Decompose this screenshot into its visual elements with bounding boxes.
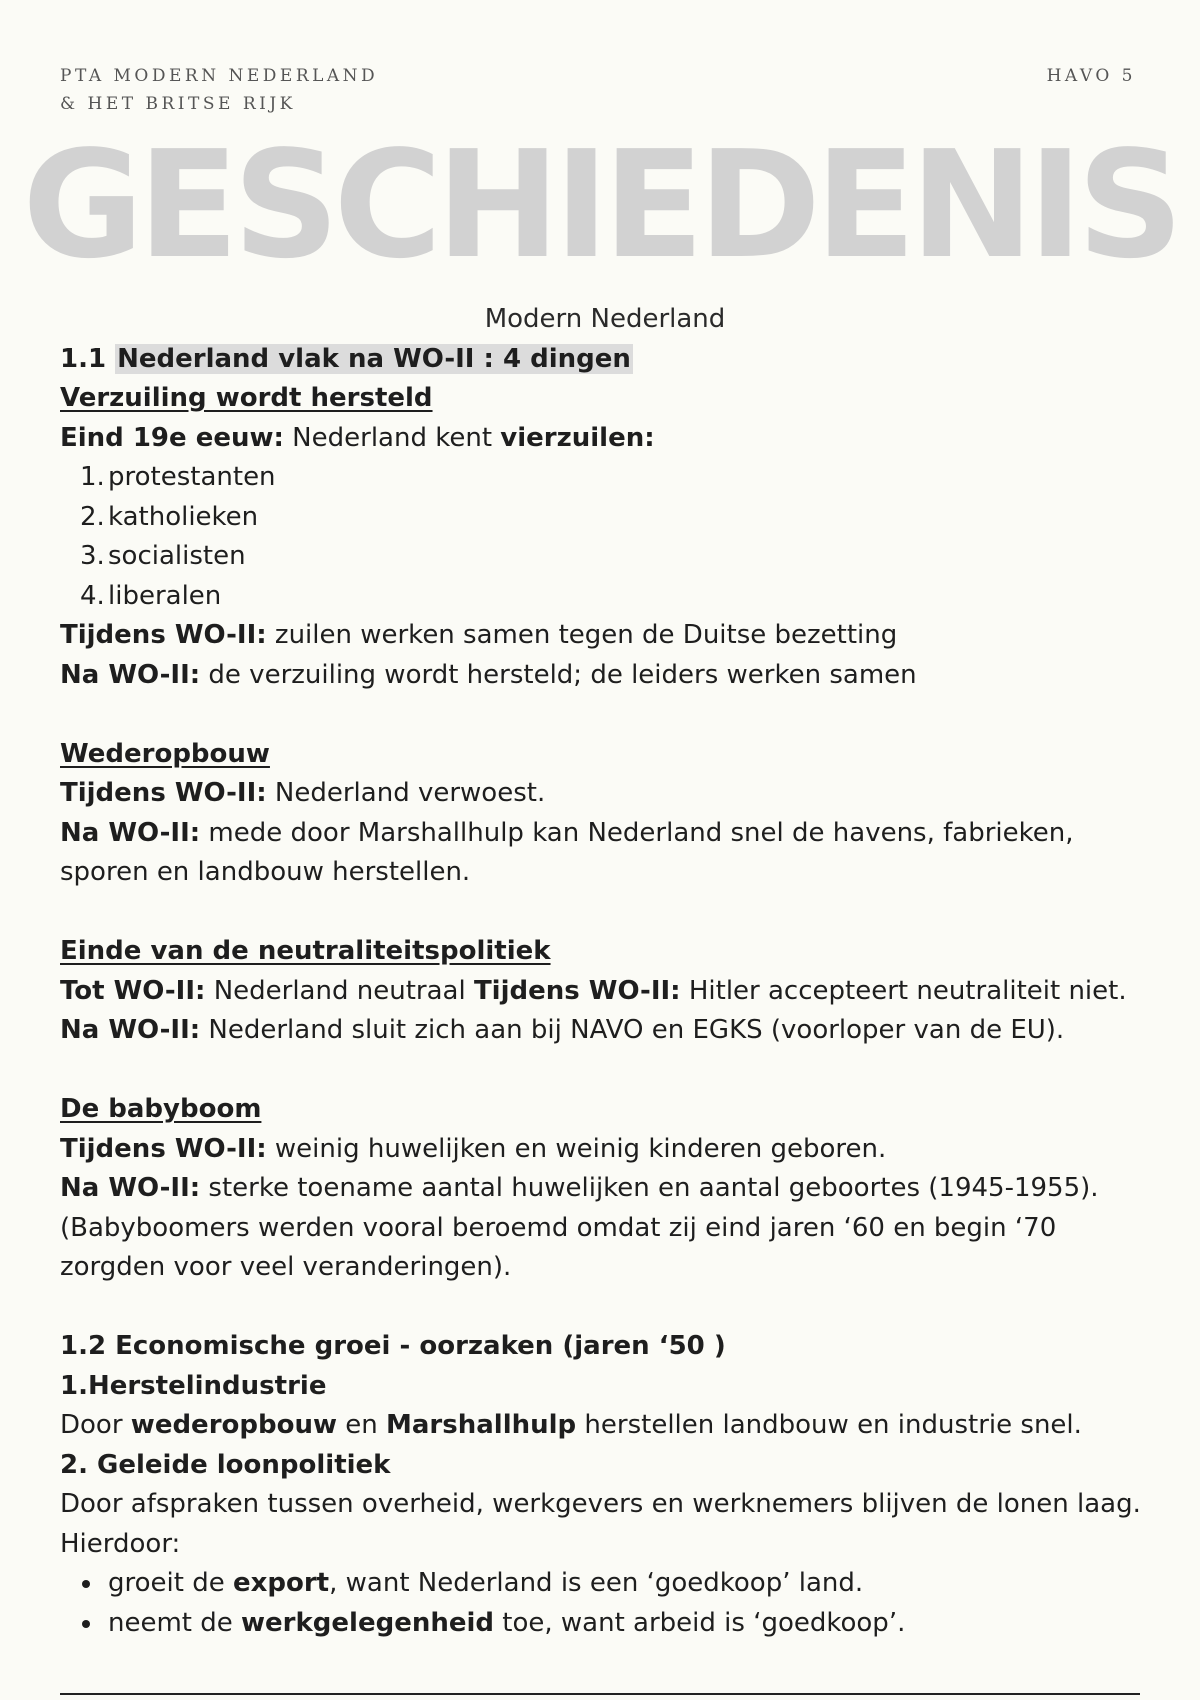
section-title-highlight: Nederland vlak na WO-II : 4 dingen	[117, 343, 631, 374]
verzuiling-heading-text: Verzuiling wordt hersteld	[60, 383, 433, 413]
babyboom-heading-text: De babyboom	[60, 1094, 262, 1124]
text: zuilen werken samen tegen de Duitse bezetting	[266, 620, 898, 650]
label: Tijdens WO-II:	[60, 620, 267, 650]
label: Na WO-II:	[60, 1173, 201, 1203]
label: Tijdens WO-II:	[60, 778, 267, 808]
label: Eind 19e eeuw:	[60, 422, 284, 453]
wederopbouw-tijdens-line	[60, 774, 1150, 814]
text: Nederland kent	[283, 422, 501, 453]
text: Nederland neutraal	[205, 975, 474, 1006]
list-item-text: katholieken	[108, 501, 259, 532]
bold-text: export	[232, 1568, 330, 1598]
wederopbouw-heading	[60, 735, 1150, 775]
zuilen-list	[60, 458, 1150, 616]
list-item-text: socialisten	[108, 541, 246, 571]
text: Hitler accepteert neutraliteit niet.	[680, 975, 1127, 1006]
wederopbouw-na-line	[60, 814, 1150, 854]
neutraliteit-heading-text: Einde van de neutraliteitspolitiek	[60, 936, 551, 966]
text: de verzuiling wordt hersteld; de leiders werken samen	[200, 659, 917, 690]
list-item: 3. socialisten	[80, 541, 246, 571]
wederopbouw-na-line-2: sporen en landbouw herstellen.	[60, 857, 471, 887]
babyboom-note-2: zorgden voor veel veranderingen).	[60, 1252, 512, 1282]
text: toe, want arbeid is ‘goedkoop’.	[494, 1607, 906, 1638]
label: Tijdens WO-II:	[60, 1133, 267, 1164]
list-item: 1. protestanten	[80, 462, 276, 492]
text: herstellen landbouw en industrie snel.	[576, 1410, 1082, 1440]
document-body	[60, 300, 1150, 1643]
loonpolitiek-text: Door afspraken tussen overheid, werkgevers en werknemers blijven de lonen laag.	[60, 1489, 1141, 1519]
loonpolitiek-title: 2. Geleide loonpolitiek	[60, 1449, 391, 1480]
list-item-text: liberalen	[108, 580, 222, 611]
wederopbouw-heading-text: Wederopbouw	[60, 738, 270, 769]
herstelindustrie-heading	[60, 1367, 1150, 1407]
verzuiling-eind-line	[60, 419, 1150, 459]
list-item: 4. liberalen	[80, 580, 222, 611]
text: mede door Marshallhulp kan Nederland snel de havens, fabrieken,	[200, 817, 1074, 848]
label: Na WO-II:	[60, 659, 201, 690]
babyboom-na-line	[60, 1169, 1150, 1209]
section-1-1-heading	[60, 340, 1150, 380]
bottom-divider	[60, 1693, 1140, 1695]
text: Nederland sluit zich aan bij NAVO en EGKS (voorloper van de EU).	[200, 1015, 1065, 1045]
neutraliteit-tot-line	[60, 972, 1150, 1012]
verzuiling-na-line	[60, 656, 1150, 696]
list-item	[80, 1564, 1150, 1604]
text: en	[337, 1410, 387, 1440]
hierdoor-bullets	[60, 1564, 1150, 1643]
text: neemt de	[108, 1607, 242, 1638]
babyboom-heading	[60, 1090, 1150, 1130]
bold-text: wederopbouw	[130, 1410, 337, 1440]
text: weinig huwelijken en weinig kinderen geboren.	[266, 1133, 887, 1164]
hierdoor-label: Hierdoor:	[60, 1528, 181, 1559]
list-item-text: protestanten	[108, 462, 276, 492]
label: Tot WO-II:	[60, 975, 206, 1006]
list-item: 2. katholieken	[80, 501, 259, 532]
document-header-right: HAVO 5	[1046, 66, 1136, 86]
document-header-left	[60, 62, 378, 118]
page-title: GESCHIEDENIS	[22, 119, 1178, 291]
text: , want Nederland is een ‘goedkoop’ land.	[329, 1568, 864, 1598]
herstelindustrie-title: 1.Herstelindustrie	[60, 1370, 327, 1401]
label: Na WO-II:	[60, 1015, 201, 1045]
header-line-2: & HET BRITSE RIJK	[60, 94, 296, 114]
text: sterke toename aantal huwelijken en aantal geboortes (1945-1955).	[200, 1173, 1099, 1203]
section-number: 1.1	[60, 343, 107, 374]
label: Tijdens WO-II:	[473, 975, 681, 1006]
neutraliteit-na-line	[60, 1011, 1150, 1051]
list-item	[80, 1604, 1150, 1644]
herstelindustrie-text	[60, 1406, 1150, 1446]
babyboom-note-1: (Babyboomers werden vooral beroemd omdat zij eind jaren ‘60 en begin ‘70	[60, 1212, 1057, 1243]
section-1-2-title: 1.2 Economische groei - oorzaken (jaren ‘50 )	[60, 1331, 726, 1361]
header-line-1: PTA MODERN NEDERLAND	[60, 66, 379, 86]
neutraliteit-heading	[60, 932, 1150, 972]
text: Door	[60, 1410, 131, 1440]
bold-text: Marshallhulp	[386, 1410, 577, 1440]
loonpolitiek-heading	[60, 1446, 1150, 1486]
verzuiling-heading	[60, 379, 1150, 419]
section-1-2-heading	[60, 1327, 1150, 1367]
label: Na WO-II:	[60, 817, 201, 848]
babyboom-tijdens-line	[60, 1130, 1150, 1170]
subtitle: Modern Nederland	[484, 304, 726, 334]
text: Nederland verwoest.	[266, 778, 546, 808]
bold-text: vierzuilen:	[500, 422, 655, 453]
text: groeit de	[108, 1568, 233, 1598]
verzuiling-tijdens-line	[60, 616, 1150, 656]
bold-text: werkgelegenheid	[241, 1607, 495, 1638]
